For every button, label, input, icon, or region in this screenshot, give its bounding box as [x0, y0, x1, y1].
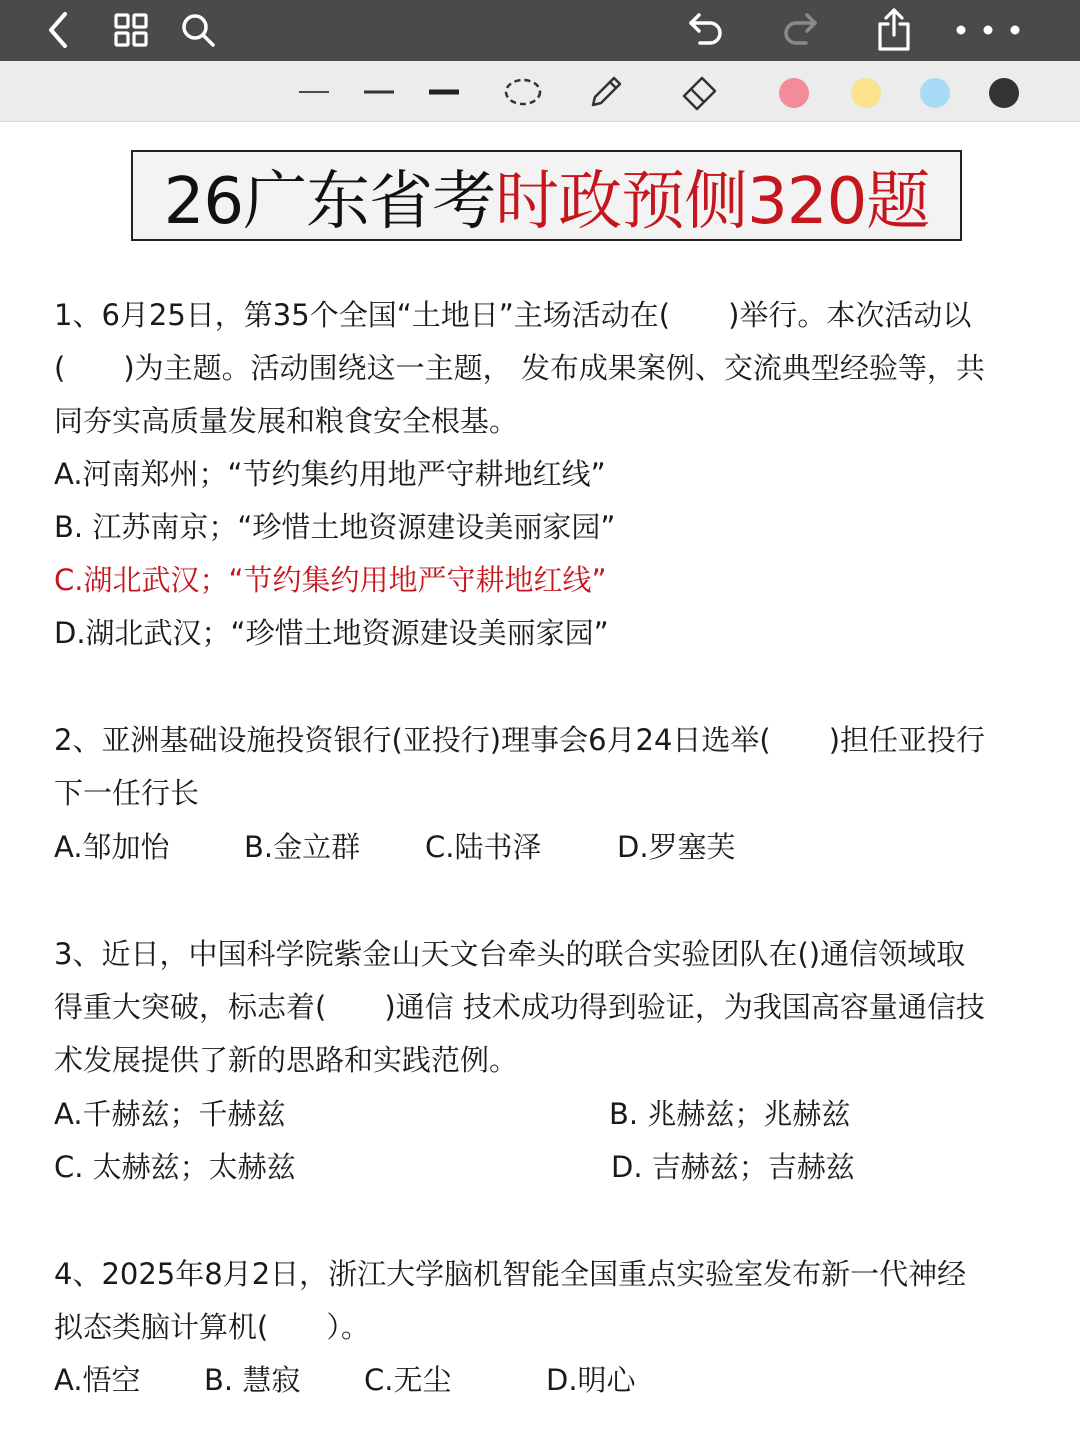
color-swatch-pink[interactable] — [779, 78, 809, 108]
question-1-line-1: 1、6月25日，第35个全国“土地日”主场活动在( )举行。本次活动以 — [54, 298, 972, 332]
color-swatch-black[interactable] — [989, 78, 1019, 108]
question-2-option-d: D.罗塞芙 — [617, 830, 736, 864]
question-1-option-d: D.湖北武汉；“珍惜土地资源建设美丽家园” — [54, 616, 609, 650]
question-3-option-a: A.千赫兹；千赫兹 — [54, 1097, 286, 1131]
question-4-line-1: 4、2025年8月2日，浙江大学脑机智能全国重点实验室发布新一代神经 — [54, 1257, 967, 1291]
question-4-option-b: B. 慧寂 — [204, 1363, 301, 1397]
top-navigation-bar — [0, 0, 1080, 61]
title-prefix: 26广东省考 — [163, 164, 496, 239]
question-3-option-c-answer: C. 太赫兹；太赫兹 — [54, 1150, 296, 1184]
question-1-option-b: B. 江苏南京；“珍惜土地资源建设美丽家园” — [54, 510, 616, 544]
question-1-line-2: ( )为主题。活动围绕这一主题， 发布成果案例、交流典型经验等，共 — [54, 351, 985, 385]
undo-icon[interactable] — [684, 8, 728, 52]
question-4-line-2: 拟态类脑计算机( ）。 — [54, 1310, 370, 1344]
question-3-line-2: 得重大突破，标志着( )通信 技术成功得到验证，为我国高容量通信技 — [54, 990, 985, 1024]
question-2-line-2: 下一任行长 — [54, 776, 200, 810]
more-icon[interactable] — [950, 8, 1026, 52]
pencil-icon[interactable] — [584, 70, 628, 114]
share-icon[interactable] — [872, 8, 916, 52]
question-4-option-c: C.无尘 — [364, 1363, 452, 1397]
thin-line-icon[interactable] — [292, 70, 336, 114]
redo-icon[interactable] — [778, 8, 822, 52]
color-swatch-blue[interactable] — [920, 78, 950, 108]
question-4-option-a-answer: A.悟空 — [54, 1363, 141, 1397]
back-icon[interactable] — [36, 8, 80, 52]
question-2-line-1: 2、亚洲基础设施投资银行(亚投行)理事会6月24日选举( )担任亚投行 — [54, 723, 986, 757]
lasso-icon[interactable] — [501, 70, 545, 114]
search-icon[interactable] — [176, 8, 220, 52]
question-3-option-d: D. 吉赫兹；吉赫兹 — [611, 1150, 855, 1184]
question-3-line-3: 术发展提供了新的思路和实践范例。 — [54, 1043, 519, 1077]
question-2-option-a-answer: A.邹加怡 — [54, 830, 170, 864]
question-4-option-d: D.明心 — [546, 1363, 636, 1397]
color-swatch-yellow[interactable] — [851, 78, 881, 108]
question-2-option-c: C.陆书泽 — [425, 830, 542, 864]
question-3-option-b: B. 兆赫兹；兆赫兹 — [609, 1097, 851, 1131]
eraser-icon[interactable] — [678, 70, 722, 114]
title-highlight: 时政预侧320题 — [495, 164, 930, 239]
medium-line-icon[interactable] — [357, 70, 401, 114]
annotation-toolbar — [0, 61, 1080, 122]
question-1-line-3: 同夯实高质量发展和粮食安全根基。 — [54, 404, 519, 438]
grid-icon[interactable] — [109, 8, 153, 52]
question-1-option-a: A.河南郑州；“节约集约用地严守耕地红线” — [54, 457, 606, 491]
question-1-option-c-answer: C.湖北武汉；“节约集约用地严守耕地红线” — [54, 563, 607, 597]
question-3-line-1: 3、近日，中国科学院紫金山天文台牵头的联合实验团队在()通信领域取 — [54, 937, 966, 971]
thick-line-icon[interactable] — [422, 70, 466, 114]
question-2-option-b: B.金立群 — [244, 830, 361, 864]
document-title — [131, 150, 962, 241]
